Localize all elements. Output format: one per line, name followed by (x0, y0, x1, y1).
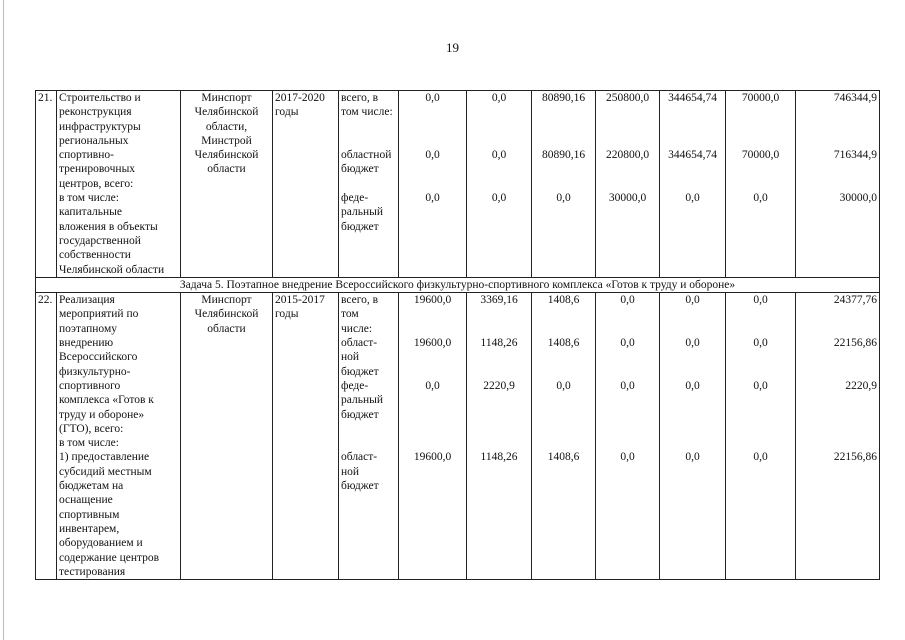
spacer (662, 105, 723, 119)
measure-name-line: реконструкция (59, 106, 132, 119)
period-line: годы (275, 308, 299, 321)
measure-name (57, 293, 181, 580)
spacer (401, 365, 464, 379)
spacer (469, 162, 529, 176)
amount: 70000,0 (741, 149, 780, 162)
funding-source-line: том (341, 308, 359, 321)
spacer (469, 134, 529, 148)
measure-name-line: инфраструктуры (59, 120, 141, 133)
spacer (662, 177, 723, 191)
table-row (36, 293, 880, 580)
value-cell (660, 293, 726, 580)
amount: 1408,6 (547, 451, 580, 464)
measure-name-line: Строительство и (59, 92, 141, 104)
amount: 0,0 (620, 379, 635, 392)
spacer (598, 177, 657, 191)
executor-line: Минспорт (201, 92, 252, 104)
spacer (798, 365, 877, 379)
measure-name-line: бюджетам на (59, 480, 124, 493)
spacer (534, 436, 593, 450)
spacer (662, 322, 723, 336)
spacer (662, 408, 723, 422)
spacer (534, 162, 593, 176)
spacer (662, 120, 723, 134)
spacer (534, 393, 593, 407)
spacer (598, 422, 657, 436)
measure-name-line: содержание центров (59, 551, 160, 564)
amount: 0,0 (685, 192, 700, 205)
spacer (728, 365, 793, 379)
spacer (598, 307, 657, 321)
spacer (534, 422, 593, 436)
spacer (728, 120, 793, 134)
spacer (728, 350, 793, 364)
table-row (36, 91, 880, 278)
amount: 220800,0 (605, 149, 650, 162)
spacer (341, 120, 396, 134)
spacer (798, 422, 877, 436)
spacer (401, 422, 464, 436)
measure-name-line: центров, всего: (59, 177, 134, 190)
spacer (798, 105, 877, 119)
amount: 344654,74 (668, 149, 717, 162)
spacer (401, 120, 464, 134)
spacer (798, 350, 877, 364)
amount: 0,0 (491, 192, 507, 205)
spacer (728, 408, 793, 422)
amount: 1408,6 (547, 294, 580, 307)
measure-name-line: государственной (59, 234, 141, 247)
funding-source (339, 91, 399, 278)
amount: 30000,0 (608, 192, 647, 205)
period-line: 2015-2017 (275, 294, 325, 307)
amount: 0,0 (425, 379, 440, 392)
measure-name-line: (ГТО), всего: (59, 422, 124, 435)
amount: 0,0 (753, 379, 768, 392)
spacer (598, 120, 657, 134)
spacer (401, 162, 464, 176)
executor (181, 91, 273, 278)
amount: 0,0 (620, 294, 635, 307)
executor-line: Челябинской (194, 308, 259, 321)
amount: 24377,76 (833, 294, 877, 307)
measure-name-line: комплекса «Готов к (59, 394, 154, 407)
measure-name-line: поэтапному (59, 322, 117, 335)
amount: 0,0 (685, 451, 700, 464)
executor (181, 293, 273, 580)
spacer (341, 422, 396, 436)
measure-name-line: субсидий местным (59, 465, 152, 478)
funding-source-line: областной (341, 149, 392, 162)
spacer (728, 105, 793, 119)
value-cell (726, 293, 796, 580)
amount: 80890,16 (541, 149, 586, 162)
measure-name-line: Реализация (59, 294, 115, 307)
period-line: 2017-2020 (275, 92, 325, 104)
period-line: годы (275, 106, 299, 119)
value-cell (596, 91, 660, 278)
spacer (598, 436, 657, 450)
funding-source-line: ральный (341, 394, 383, 407)
amount: 0,0 (685, 294, 700, 307)
measure-name-line: спортивного (59, 379, 121, 392)
spacer (341, 436, 396, 450)
measure-name-line: оснащение (59, 494, 113, 507)
measure-name-line: 1) предоставление (59, 451, 150, 464)
spacer (662, 393, 723, 407)
spacer (798, 177, 877, 191)
spacer (728, 162, 793, 176)
spacer (598, 162, 657, 176)
value-cell (796, 91, 880, 278)
value-cell (660, 91, 726, 278)
spacer (662, 350, 723, 364)
spacer (728, 322, 793, 336)
measure-name-line: внедрению (59, 337, 114, 350)
funding-source-line: ной (341, 351, 360, 364)
amount: 19600,0 (413, 294, 452, 307)
value-cell (399, 91, 467, 278)
amount: 0,0 (425, 149, 440, 162)
amount: 22156,86 (833, 337, 877, 350)
funding-source-line: ной (341, 465, 360, 478)
spacer (401, 350, 464, 364)
spacer (401, 408, 464, 422)
amount: 0,0 (753, 337, 768, 350)
amount: 2220,9 (845, 379, 877, 392)
funding-source (339, 293, 399, 580)
budget-table (35, 90, 880, 580)
task-row (36, 277, 880, 292)
funding-source-line: област- (341, 451, 378, 464)
measure-name-line: региональных (59, 134, 129, 147)
spacer (469, 350, 529, 364)
spacer (662, 134, 723, 148)
spacer (598, 134, 657, 148)
spacer (598, 393, 657, 407)
executor-line: Минстрой (201, 134, 252, 147)
amount: 0,0 (556, 379, 571, 392)
amount: 0,0 (685, 379, 700, 392)
spacer (534, 307, 593, 321)
amount: 0,0 (491, 149, 507, 162)
funding-source-line: бюджет (341, 365, 379, 378)
amount: 19600,0 (413, 451, 452, 464)
spacer (401, 134, 464, 148)
measure-name-line: физкультурно- (59, 365, 131, 378)
spacer (728, 393, 793, 407)
spacer (534, 322, 593, 336)
funding-source-line: числе: (341, 322, 373, 335)
value-cell (532, 91, 596, 278)
spacer (728, 422, 793, 436)
spacer (598, 105, 657, 119)
measure-name-line: тренировочных (59, 163, 136, 176)
value-cell (399, 293, 467, 580)
executor-line: Минспорт (201, 294, 252, 307)
measure-name (57, 91, 181, 278)
spacer (469, 177, 529, 191)
spacer (534, 105, 593, 119)
amount: 1148,26 (480, 337, 518, 350)
spacer (598, 408, 657, 422)
amount: 1148,26 (480, 451, 518, 464)
spacer (798, 134, 877, 148)
amount: 3369,16 (480, 294, 518, 307)
measure-name-line: Всероссийского (59, 351, 138, 364)
spacer (469, 393, 529, 407)
value-cell (532, 293, 596, 580)
spacer (798, 393, 877, 407)
amount: 70000,0 (741, 92, 780, 104)
funding-source-line: всего, в (341, 294, 379, 307)
measure-name-line: спортивно- (59, 149, 114, 162)
amount: 0,0 (556, 192, 571, 205)
funding-source-line: феде- (341, 192, 369, 205)
measure-name-line: капитальные (59, 206, 123, 219)
spacer (469, 322, 529, 336)
measure-name-line: в том числе: (59, 437, 119, 450)
spacer (798, 436, 877, 450)
amount: 80890,16 (541, 92, 586, 104)
spacer (598, 322, 657, 336)
amount: 30000,0 (839, 192, 877, 205)
spacer (662, 307, 723, 321)
task-title: Задача 5. Поэтапное внедрение Всероссийского физкультурно-спортивного комплекса «Готов к труду и обороне» (36, 277, 880, 292)
funding-source-line: всего, в (341, 92, 379, 104)
value-cell (467, 91, 532, 278)
value-cell (796, 293, 880, 580)
amount: 0,0 (425, 92, 440, 104)
spacer (401, 105, 464, 119)
value-cell (467, 293, 532, 580)
spacer (534, 134, 593, 148)
amount: 250800,0 (605, 92, 650, 104)
spacer (401, 393, 464, 407)
period (273, 293, 339, 580)
spacer (662, 162, 723, 176)
spacer (469, 307, 529, 321)
spacer (798, 322, 877, 336)
amount: 0,0 (685, 337, 700, 350)
funding-source-line: бюджет (341, 220, 379, 233)
amount: 344654,74 (668, 92, 717, 104)
spacer (469, 120, 529, 134)
spacer (728, 436, 793, 450)
spacer (598, 350, 657, 364)
amount: 0,0 (425, 192, 440, 205)
spacer (469, 408, 529, 422)
measure-name-line: собственности (59, 249, 131, 262)
funding-source-line: феде- (341, 379, 369, 392)
amount: 2220,9 (483, 379, 515, 392)
spacer (598, 365, 657, 379)
spacer (341, 177, 396, 191)
spacer (798, 120, 877, 134)
measure-name-line: труду и обороне» (59, 408, 145, 421)
spacer (728, 177, 793, 191)
measure-name-line: вложения в объекты (59, 220, 158, 233)
scan-edge-line (3, 0, 4, 640)
period (273, 91, 339, 278)
funding-source-line: ральный (341, 206, 383, 219)
amount: 0,0 (753, 451, 768, 464)
executor-line: Челябинской (194, 106, 259, 119)
amount: 0,0 (491, 92, 507, 104)
spacer (728, 134, 793, 148)
funding-source-line: бюджет (341, 480, 379, 493)
spacer (534, 350, 593, 364)
spacer (401, 436, 464, 450)
spacer (728, 307, 793, 321)
spacer (534, 177, 593, 191)
spacer (662, 436, 723, 450)
spacer (798, 162, 877, 176)
amount: 19600,0 (413, 337, 452, 350)
executor-line: области (207, 163, 246, 176)
spacer (534, 408, 593, 422)
funding-source-line: бюджет (341, 163, 379, 176)
spacer (662, 365, 723, 379)
amount: 0,0 (753, 192, 768, 205)
spacer (401, 177, 464, 191)
amount: 1408,6 (547, 337, 580, 350)
amount: 746344,9 (833, 92, 877, 104)
spacer (798, 307, 877, 321)
value-cell (726, 91, 796, 278)
measure-name-line: Челябинской области (59, 263, 165, 276)
amount: 0,0 (620, 337, 635, 350)
spacer (469, 105, 529, 119)
measure-name-line: инвентарем, (59, 522, 120, 535)
amount: 716344,9 (833, 149, 877, 162)
executor-line: области, (205, 120, 248, 133)
page-number: 19 (446, 40, 459, 55)
spacer (469, 436, 529, 450)
measure-name-line: в том числе: (59, 192, 119, 205)
spacer (341, 134, 396, 148)
measure-name-line: тестирования (59, 565, 126, 578)
spacer (469, 422, 529, 436)
row-number: 22. (36, 293, 57, 580)
funding-source-line: област- (341, 337, 378, 350)
executor-line: области (207, 322, 246, 335)
measure-name-line: спортивным (59, 508, 120, 521)
value-cell (596, 293, 660, 580)
funding-source-line: бюджет (341, 408, 379, 421)
amount: 0,0 (620, 451, 635, 464)
funding-source-line: том числе: (341, 106, 393, 119)
spacer (534, 120, 593, 134)
spacer (401, 307, 464, 321)
measure-name-line: оборудованием и (59, 537, 143, 550)
spacer (469, 365, 529, 379)
spacer (798, 408, 877, 422)
measure-name-line: мероприятий по (59, 308, 139, 321)
amount: 0,0 (753, 294, 768, 307)
spacer (662, 422, 723, 436)
amount: 22156,86 (833, 451, 877, 464)
spacer (401, 322, 464, 336)
row-number: 21. (36, 91, 57, 278)
spacer (534, 365, 593, 379)
executor-line: Челябинской (194, 149, 259, 162)
